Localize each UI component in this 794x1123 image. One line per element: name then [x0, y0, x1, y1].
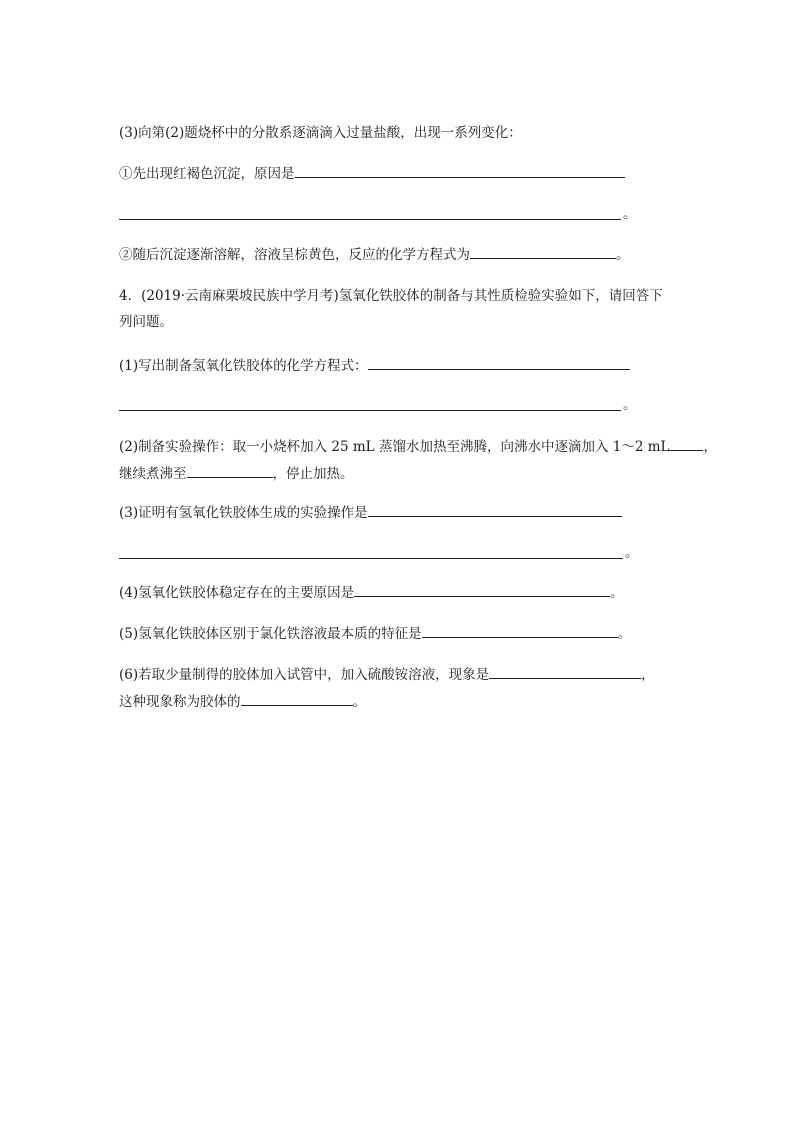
answer-blank-q3-1b[interactable] [119, 218, 621, 220]
answer-blank-q4-1a[interactable] [368, 356, 630, 370]
period-mark: 。 [623, 397, 637, 413]
answer-blank-q3-1a[interactable] [295, 164, 625, 178]
answer-blank-q4-1b[interactable] [119, 409, 621, 411]
answer-blank-q4-3b[interactable] [119, 557, 623, 559]
answer-blank-q4-2b[interactable] [187, 464, 273, 478]
answer-blank-q4-6b[interactable] [241, 692, 353, 706]
q4-part2-line1: (2)制备实验操作：取一小烧杯加入 25 mL 蒸馏水加热至沸腾，向沸水中逐滴加入 1～2 mL ， [119, 439, 717, 455]
q4-part6-line1: (6)若取少量制得的胶体加入试管中，加入硫酸铵溶液，现象是 ， [119, 667, 655, 683]
q4-part4: (4)氢氧化铁胶体稳定存在的主要原因是 。 [119, 585, 624, 601]
q4-part6-line2: 这种现象称为胶体的 。 [119, 694, 366, 710]
answer-blank-q3-2[interactable] [470, 245, 616, 259]
q4-part1: (1)写出制备氢氧化铁胶体的化学方程式： [119, 356, 630, 375]
q4-part5: (5)氢氧化铁胶体区别于氯化铁溶液最本质的特征是 。 [119, 626, 632, 642]
period-mark: 。 [623, 206, 637, 222]
answer-blank-q4-6a[interactable] [489, 665, 641, 679]
answer-blank-q4-5[interactable] [422, 624, 618, 638]
period-mark: 。 [625, 545, 639, 561]
q3-part2: ②随后沉淀逐渐溶解，溶液呈棕黄色，反应的化学方程式为 。 [119, 247, 630, 263]
answer-blank-q4-3a[interactable] [368, 503, 622, 517]
q3-part1: ①先出现红褐色沉淀，原因是 [119, 164, 625, 183]
q4-part3: (3)证明有氢氧化铁胶体生成的实验操作是 [119, 503, 622, 522]
q4-header-line1: 4．(2019·云南麻栗坡民族中学月考)氢氧化铁胶体的制备与其性质检验实验如下，请回答下 [119, 288, 663, 304]
answer-blank-q4-4[interactable] [354, 583, 610, 597]
q4-part2-line2: 继续煮沸至 ，停止加热。 [119, 466, 354, 482]
q3-intro: (3)向第(2)题烧杯中的分散系逐滴滴入过量盐酸，出现一系列变化： [119, 125, 522, 141]
answer-blank-q4-2a[interactable] [669, 437, 703, 451]
q4-header-line2: 列问题。 [119, 314, 173, 330]
